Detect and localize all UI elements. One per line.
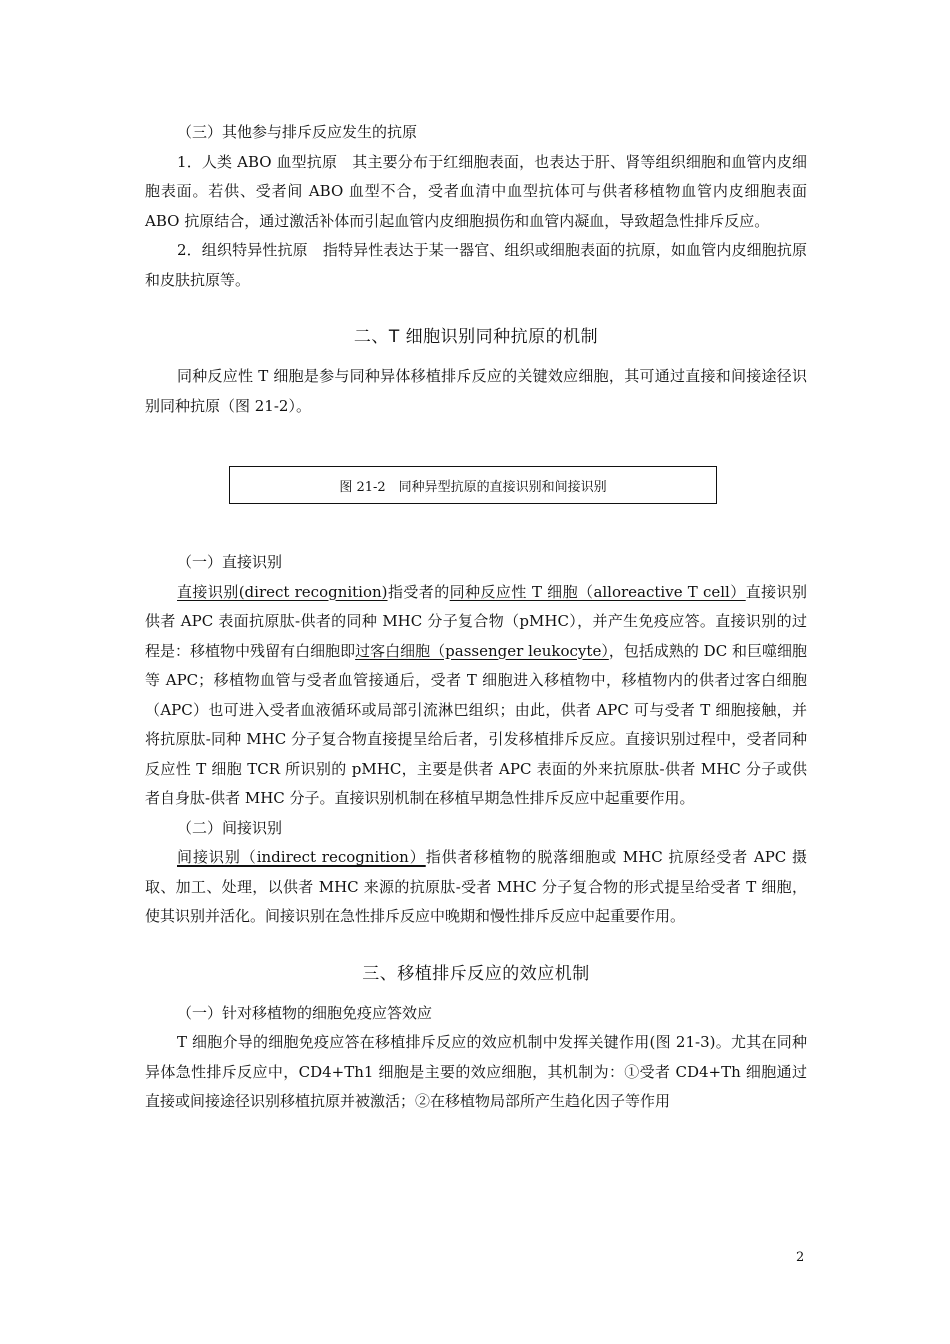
term-passenger-leukocyte: 过客白细胞（passenger leukocyte） xyxy=(355,641,609,660)
page-body xyxy=(145,118,807,1117)
paragraph-abo-antigen: 1．人类 ABO 血型抗原 其主要分布于红细胞表面，也表达于肝、肾等组织细胞和血管内皮细胞表面。若供、受者间 ABO 血型不合，受者血清中血型抗体可与供者移植物血管内皮细胞表面 ABO 抗原结合，通过激活补体而引起血管内皮细胞损伤和血管内凝血，导致超急性排斥反应。 xyxy=(145,152,807,230)
paragraph-indirect-recognition xyxy=(145,843,807,932)
paragraph-direct-recognition xyxy=(145,578,807,814)
subheading-cellular-immune-response: （一）针对移植物的细胞免疫应答效应 xyxy=(177,1003,433,1022)
page-number: 2 xyxy=(796,1250,805,1265)
figure-caption: 图 21-2 同种异型抗原的直接识别和间接识别 xyxy=(339,479,607,495)
term-direct-recognition: 直接识别(direct recognition) xyxy=(177,582,388,601)
term-indirect-recognition: 间接识别（indirect recognition） xyxy=(177,848,426,866)
paragraph-tissue-antigen: 2．组织特异性抗原 指特异性表达于某一器官、组织或细胞表面的抗原，如血管内皮细胞抗原和皮肤抗原等。 xyxy=(145,241,807,289)
text-fragment: 指受者的 xyxy=(387,582,450,601)
subheading-direct-recognition: （一）直接识别 xyxy=(177,553,283,571)
term-alloreactive-t-cell: 同种反应性 T 细胞（alloreactive T cell） xyxy=(449,582,746,601)
section-title-t-cell-recognition: 二、T 细胞识别同种抗原的机制 xyxy=(353,327,599,347)
section-title-effector-mechanisms: 三、移植排斥反应的效应机制 xyxy=(362,963,590,984)
figure-placeholder xyxy=(229,466,717,504)
text-fragment: 直接识别供者 APC 表面抗原肽-供者的同种 MHC 分子复合物（pMHC），并产生免疫应答。直接识别的过程是：移植物中残留有白细胞即 xyxy=(145,582,807,660)
subheading-other-antigens: （三）其他参与排斥反应发生的抗原 xyxy=(177,123,418,141)
text-fragment: 指供者移植物的脱落细胞或 MHC 抗原经受者 APC 摄取、加工、处理，以供者 MHC 来源的抗原肽-受者 MHC 分子复合物的形式提呈给受者 T 细胞，使其识别并活化。间接识别在急性排斥反应中晚期和慢性排斥反应中起重要作用。 xyxy=(145,848,807,925)
text-fragment: ，包括成熟的 DC 和巨噬细胞等 APC；移植物血管与受者血管接通后，受者 T 细胞进入移植物中，移植物内的供者过客白细胞（APC）也可进入受者血液循环或局部引流淋巴组织；由此，供者 APC 可与受者 T 细胞接触，并将抗原肽-同种 MHC 分子复合物直接提呈给后者，引发移植排斥反应。直接识别过程中，受者同种反应性 T 细胞 TCR 所识别的 pMHC，主要是供者 APC 表面的外来抗原肽-供者 MHC 分子或供者自身肽-供者 MHC 分子。直接识别机制在移植早期急性排斥反应中起重要作用。 xyxy=(145,641,807,807)
paragraph-cellular-immune-response: T 细胞介导的细胞免疫应答在移植排斥反应的效应机制中发挥关键作用(图 21-3)。尤其在同种异体急性排斥反应中，CD4+Th1 细胞是主要的效应细胞，其机制为：①受者 CD4+Th 细胞通过直接或间接途径识别移植抗原并被激活；②在移植物局部所产生趋化因子等作用 xyxy=(145,1033,807,1110)
paragraph-section2-intro: 同种反应性 T 细胞是参与同种异体移植排斥反应的关键效应细胞，其可通过直接和间接途径识别同种抗原（图 21-2）。 xyxy=(145,367,807,415)
subheading-indirect-recognition: （二）间接识别 xyxy=(177,818,283,837)
